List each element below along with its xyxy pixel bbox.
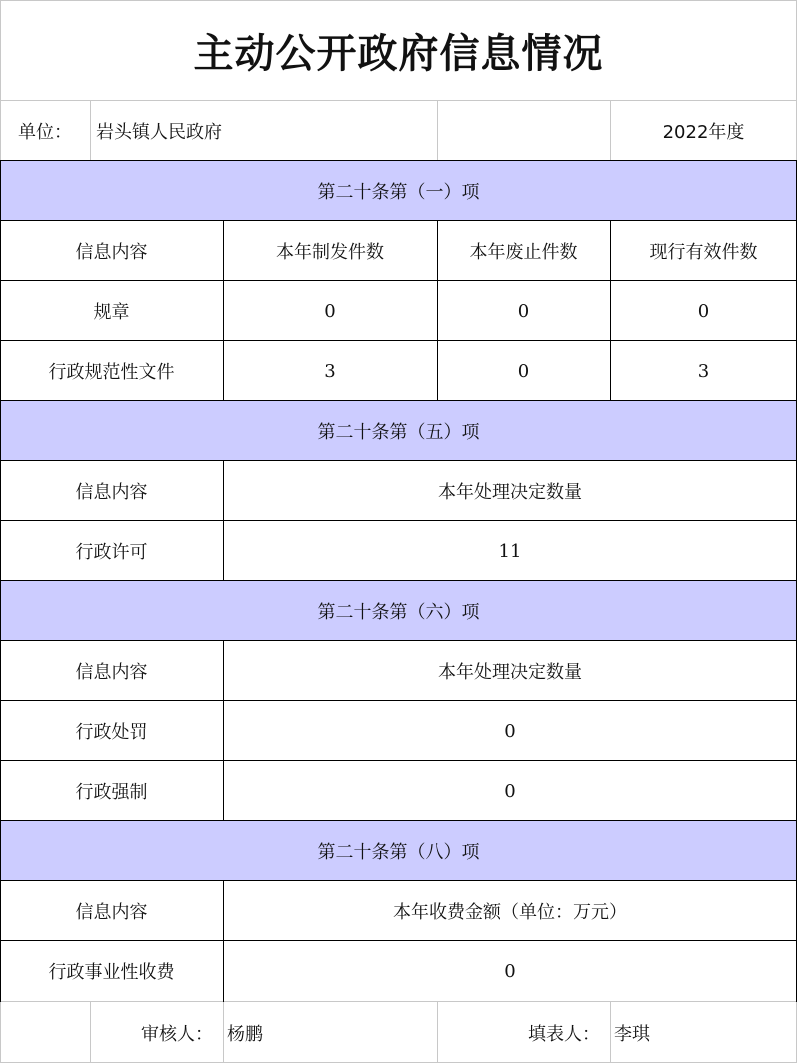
grid-line [90,101,91,160]
row-name-regulation: 规章 [0,281,223,341]
grid-line [0,460,797,461]
grid-line [223,1002,224,1063]
grid-line [0,280,797,281]
row-name-enforcement: 行政强制 [0,761,223,821]
column-header-info: 信息内容 [0,881,223,941]
column-header-info: 信息内容 [0,641,223,701]
grid-line [0,400,797,401]
grid-line [437,221,438,401]
grid-line [0,520,797,521]
grid-line [610,1002,611,1063]
cell-regulation-issued: 0 [223,281,437,341]
cell-regulation-abolished: 0 [437,281,610,341]
cell-normative-valid: 3 [610,341,797,401]
cell-regulation-valid: 0 [610,281,797,341]
grid-line [0,340,797,341]
page-title: 主动公开政府信息情况 [0,0,797,101]
unit-empty-cell [437,101,610,160]
section-heading-8: 第二十条第（八）项 [0,821,797,881]
section-heading-1: 第二十条第（一）项 [0,161,797,221]
grid-line [0,100,797,101]
filler-name: 李琪 [610,1002,797,1063]
row-name-admin-fees: 行政事业性收费 [0,941,223,1001]
grid-line [437,101,438,160]
cell-enforcement-value: 0 [223,761,797,821]
grid-line [90,1002,91,1063]
reviewer-label: 审核人： [90,1002,223,1063]
cell-penalty-value: 0 [223,701,797,761]
column-header-decisions: 本年处理决定数量 [223,461,797,521]
column-header-valid: 现行有效件数 [610,221,797,281]
grid-line [0,700,797,701]
report-year: 2022年度 [610,101,797,160]
grid-line [610,221,611,401]
column-header-info: 信息内容 [0,221,223,281]
reviewer-name: 杨鹏 [223,1002,437,1063]
grid-line [223,221,224,401]
column-header-fee-amount: 本年收费金额（单位：万元） [223,881,797,941]
grid-line [437,1002,438,1063]
column-header-decisions: 本年处理决定数量 [223,641,797,701]
unit-name: 岩头镇人民政府 [90,101,437,160]
unit-label: 单位： [0,101,90,160]
grid-line [223,641,224,821]
row-name-normative-docs: 行政规范性文件 [0,341,223,401]
grid-line [610,101,611,160]
section-heading-5: 第二十条第（五）项 [0,401,797,461]
grid-line [0,820,797,821]
column-header-issued: 本年制发件数 [223,221,437,281]
row-name-license: 行政许可 [0,521,223,581]
column-header-abolished: 本年废止件数 [437,221,610,281]
grid-line [0,160,1,1002]
grid-line [0,640,797,641]
grid-line [0,580,797,581]
cell-normative-abolished: 0 [437,341,610,401]
cell-admin-fees-value: 0 [223,941,797,1001]
cell-license-value: 11 [223,521,797,581]
grid-line [0,940,797,941]
grid-line [0,160,797,161]
grid-line [0,1001,797,1002]
cell-normative-issued: 3 [223,341,437,401]
column-header-info: 信息内容 [0,461,223,521]
grid-line [0,760,797,761]
footer-empty-cell [0,1002,90,1063]
grid-line [0,220,797,221]
section-heading-6: 第二十条第（六）项 [0,581,797,641]
grid-line [223,881,224,1002]
filler-label: 填表人： [437,1002,610,1063]
grid-line [0,880,797,881]
grid-line [223,461,224,581]
row-name-penalty: 行政处罚 [0,701,223,761]
